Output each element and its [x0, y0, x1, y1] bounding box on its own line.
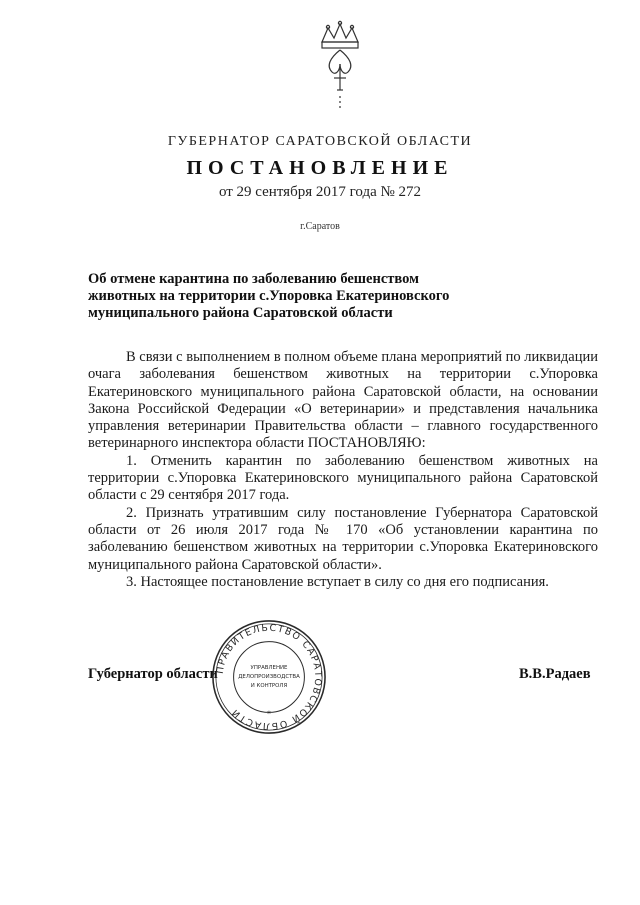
stamp-center-line-3: И КОНТРОЛЯ: [250, 682, 288, 689]
resolution-item-1: 1. Отменить карантин по заболеванию бешенством животных на территории с.Упоровка Екатериновского муниципального района Саратовской области с 29 сентября 2017 года.: [88, 452, 598, 504]
signatory-role: Губернатор области: [88, 666, 218, 682]
document-date-number: от 29 сентября 2017 года № 272: [218, 184, 422, 200]
stamp-center-line-2: ДЕЛОПРОИЗВОДСТВА: [238, 673, 300, 680]
crown-emblem-icon: [300, 20, 380, 120]
stamp-center-line-1: УПРАВЛЕНИЕ: [250, 665, 288, 672]
document-type: ПОСТАНОВЛЕНИЕ: [186, 157, 454, 179]
issuing-authority: ГУБЕРНАТОР САРАТОВСКОЙ ОБЛАСТИ: [167, 134, 473, 149]
official-seal-stamp: [210, 618, 328, 736]
document-title: Об отмене карантина по заболеванию бешенством животных на территории с.Упоровка Екатериновского муниципального района Саратовской области: [88, 271, 450, 321]
signatory-name: В.В.Радаев: [519, 666, 591, 682]
stamp-star-icon: *: [267, 709, 271, 719]
resolution-item-3: 3. Настоящее постановление вступает в силу со дня его подписания.: [126, 573, 549, 590]
document-city: г.Саратов: [300, 221, 340, 232]
document-body: [88, 349, 598, 591]
preamble-paragraph: В связи с выполнением в полном объеме плана мероприятий по ликвидации очага заболевания бешенством животных на территории с.Упоровка Екатериновского муниципального района Саратовской области, на основании Закона Российской Федерации «О ветеринарии» и представления начальника управления ветеринарии Правительства области – главного государственного ветеринарного инспектора области ПОСТАНОВЛЯЮ:: [88, 349, 598, 452]
stamp-ring-text: ПРАВИТЕЛЬСТВО САРАТОВСКОЙ ОБЛАСТИ: [214, 622, 324, 732]
resolution-item-2: 2. Признать утратившим силу постановление Губернатора Саратовской области от 26 июля 2017 года № 170 «Об установлении карантина по заболеванию бешенством животных на территории с.Упоровка Екатериновского муниципального района Саратовской области».: [88, 504, 598, 573]
